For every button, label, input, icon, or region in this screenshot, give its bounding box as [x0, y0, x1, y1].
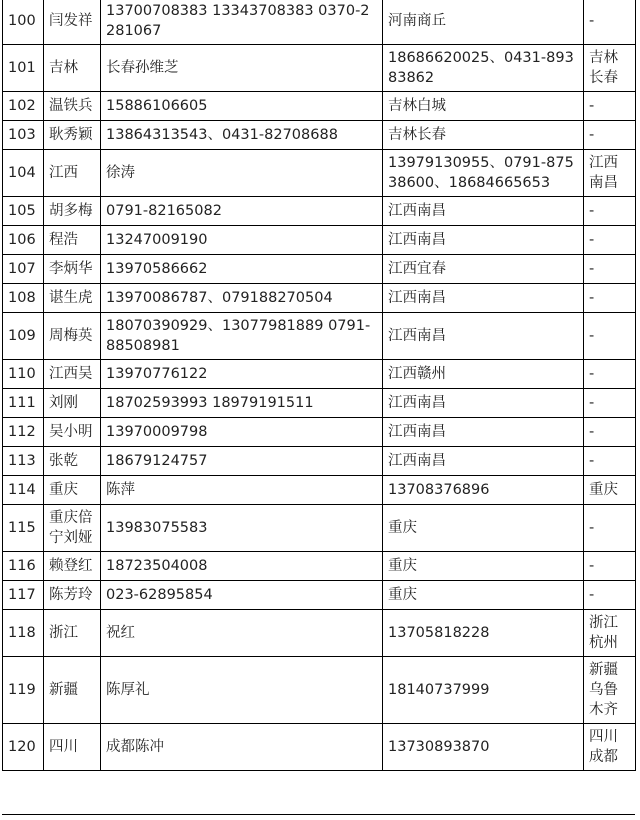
- contact-name: 江西: [44, 150, 101, 197]
- row-number: 119: [3, 657, 44, 724]
- row-number: 117: [3, 581, 44, 610]
- contact-phone: 15886106605: [101, 92, 383, 121]
- contact-note: -: [584, 226, 636, 255]
- row-number: 111: [3, 389, 44, 418]
- contact-note: -: [584, 418, 636, 447]
- table-continuation-strip: [2, 814, 635, 820]
- contact-location: 13979130955、0791-87538600、18684665653: [383, 150, 584, 197]
- contact-location: 吉林白城: [383, 92, 584, 121]
- contact-note: -: [584, 581, 636, 610]
- contact-location: 江西宜春: [383, 255, 584, 284]
- contact-location: 18686620025、0431-89383862: [383, 45, 584, 92]
- row-number: 101: [3, 45, 44, 92]
- contact-note: -: [584, 255, 636, 284]
- contact-table-body: [3, 0, 636, 771]
- contact-note: -: [584, 197, 636, 226]
- contact-note: 重庆: [584, 476, 636, 505]
- contact-phone: 18702593993 18979191511: [101, 389, 383, 418]
- table-row: [3, 360, 636, 389]
- row-number: 105: [3, 197, 44, 226]
- table-row: [3, 476, 636, 505]
- table-row: [3, 724, 636, 771]
- table-row: [3, 0, 636, 45]
- row-number: 103: [3, 121, 44, 150]
- contact-name: 重庆倍宁刘娅: [44, 505, 101, 552]
- contact-location: 河南商丘: [383, 0, 584, 45]
- contact-name: 张乾: [44, 447, 101, 476]
- contact-location: 江西赣州: [383, 360, 584, 389]
- contact-phone: 13247009190: [101, 226, 383, 255]
- contact-phone: 18679124757: [101, 447, 383, 476]
- contact-location: 江西南昌: [383, 313, 584, 360]
- contact-note: -: [584, 389, 636, 418]
- table-row: [3, 284, 636, 313]
- contact-phone: 祝红: [101, 610, 383, 657]
- contact-phone: 13700708383 13343708383 0370-2281067: [101, 0, 383, 45]
- table-row: [3, 313, 636, 360]
- contact-location: 重庆: [383, 505, 584, 552]
- contact-name: 浙江: [44, 610, 101, 657]
- contact-location: 江西南昌: [383, 389, 584, 418]
- contact-name: 闫发祥: [44, 0, 101, 45]
- row-number: 107: [3, 255, 44, 284]
- contact-phone: 023-62895854: [101, 581, 383, 610]
- contact-phone: 徐涛: [101, 150, 383, 197]
- contact-name: 谌生虎: [44, 284, 101, 313]
- contact-name: 新疆: [44, 657, 101, 724]
- table-row: [3, 581, 636, 610]
- contact-phone: 13970776122: [101, 360, 383, 389]
- row-number: 102: [3, 92, 44, 121]
- table-row: [3, 150, 636, 197]
- contact-name: 胡多梅: [44, 197, 101, 226]
- table-row: [3, 226, 636, 255]
- contact-location: 13705818228: [383, 610, 584, 657]
- contact-phone: 0791-82165082: [101, 197, 383, 226]
- contact-location: 13730893870: [383, 724, 584, 771]
- contact-name: 李炳华: [44, 255, 101, 284]
- row-number: 106: [3, 226, 44, 255]
- contact-note: -: [584, 284, 636, 313]
- row-number: 116: [3, 552, 44, 581]
- contact-location: 重庆: [383, 581, 584, 610]
- contact-note: 四川成都: [584, 724, 636, 771]
- contact-note: -: [584, 92, 636, 121]
- contact-phone: 陈萍: [101, 476, 383, 505]
- row-number: 112: [3, 418, 44, 447]
- row-number: 115: [3, 505, 44, 552]
- contact-location: 13708376896: [383, 476, 584, 505]
- contact-note: -: [584, 360, 636, 389]
- contact-name: 吉林: [44, 45, 101, 92]
- row-number: 104: [3, 150, 44, 197]
- row-number: 100: [3, 0, 44, 45]
- contact-location: 江西南昌: [383, 284, 584, 313]
- table-row: [3, 657, 636, 724]
- contact-location: 吉林长春: [383, 121, 584, 150]
- table-row: [3, 197, 636, 226]
- table-row: [3, 121, 636, 150]
- table-row: [3, 447, 636, 476]
- contact-note: -: [584, 505, 636, 552]
- contact-name: 赖登红: [44, 552, 101, 581]
- contact-note: -: [584, 552, 636, 581]
- contact-phone: 18723504008: [101, 552, 383, 581]
- table-row: [3, 505, 636, 552]
- row-number: 118: [3, 610, 44, 657]
- contact-name: 陈芳玲: [44, 581, 101, 610]
- contact-phone: 13864313543、0431-82708688: [101, 121, 383, 150]
- contact-note: -: [584, 0, 636, 45]
- row-number: 120: [3, 724, 44, 771]
- row-number: 110: [3, 360, 44, 389]
- row-number: 113: [3, 447, 44, 476]
- contact-note: 吉林长春: [584, 45, 636, 92]
- contact-name: 江西吴: [44, 360, 101, 389]
- contact-note: -: [584, 121, 636, 150]
- table-row: [3, 389, 636, 418]
- contact-name: 温铁兵: [44, 92, 101, 121]
- row-number: 109: [3, 313, 44, 360]
- contact-phone: 13970009798: [101, 418, 383, 447]
- row-number: 114: [3, 476, 44, 505]
- contact-location: 重庆: [383, 552, 584, 581]
- contact-note: 江西南昌: [584, 150, 636, 197]
- contact-name: 耿秀颖: [44, 121, 101, 150]
- contact-phone: 陈厚礼: [101, 657, 383, 724]
- contact-name: 四川: [44, 724, 101, 771]
- contact-name: 刘刚: [44, 389, 101, 418]
- table-row: [3, 255, 636, 284]
- contact-note: 浙江杭州: [584, 610, 636, 657]
- table-row: [3, 552, 636, 581]
- contact-location: 江西南昌: [383, 226, 584, 255]
- contact-phone: 18070390929、13077981889 0791-88508981: [101, 313, 383, 360]
- contact-phone: 成都陈冲: [101, 724, 383, 771]
- contact-name: 程浩: [44, 226, 101, 255]
- contact-phone: 长春孙维芝: [101, 45, 383, 92]
- contact-phone: 13983075583: [101, 505, 383, 552]
- table-row: [3, 92, 636, 121]
- contact-name: 重庆: [44, 476, 101, 505]
- contact-location: 江西南昌: [383, 447, 584, 476]
- contact-location: 江西南昌: [383, 418, 584, 447]
- contact-phone: 13970086787、079188270504: [101, 284, 383, 313]
- row-number: 108: [3, 284, 44, 313]
- contact-note: -: [584, 447, 636, 476]
- contact-table: [2, 0, 636, 771]
- contact-location: 18140737999: [383, 657, 584, 724]
- table-row: [3, 610, 636, 657]
- contact-name: 吴小明: [44, 418, 101, 447]
- contact-phone: 13970586662: [101, 255, 383, 284]
- contact-note: 新疆乌鲁木齐: [584, 657, 636, 724]
- table-row: [3, 418, 636, 447]
- table-row: [3, 45, 636, 92]
- contact-note: -: [584, 313, 636, 360]
- contact-name: 周梅英: [44, 313, 101, 360]
- contact-location: 江西南昌: [383, 197, 584, 226]
